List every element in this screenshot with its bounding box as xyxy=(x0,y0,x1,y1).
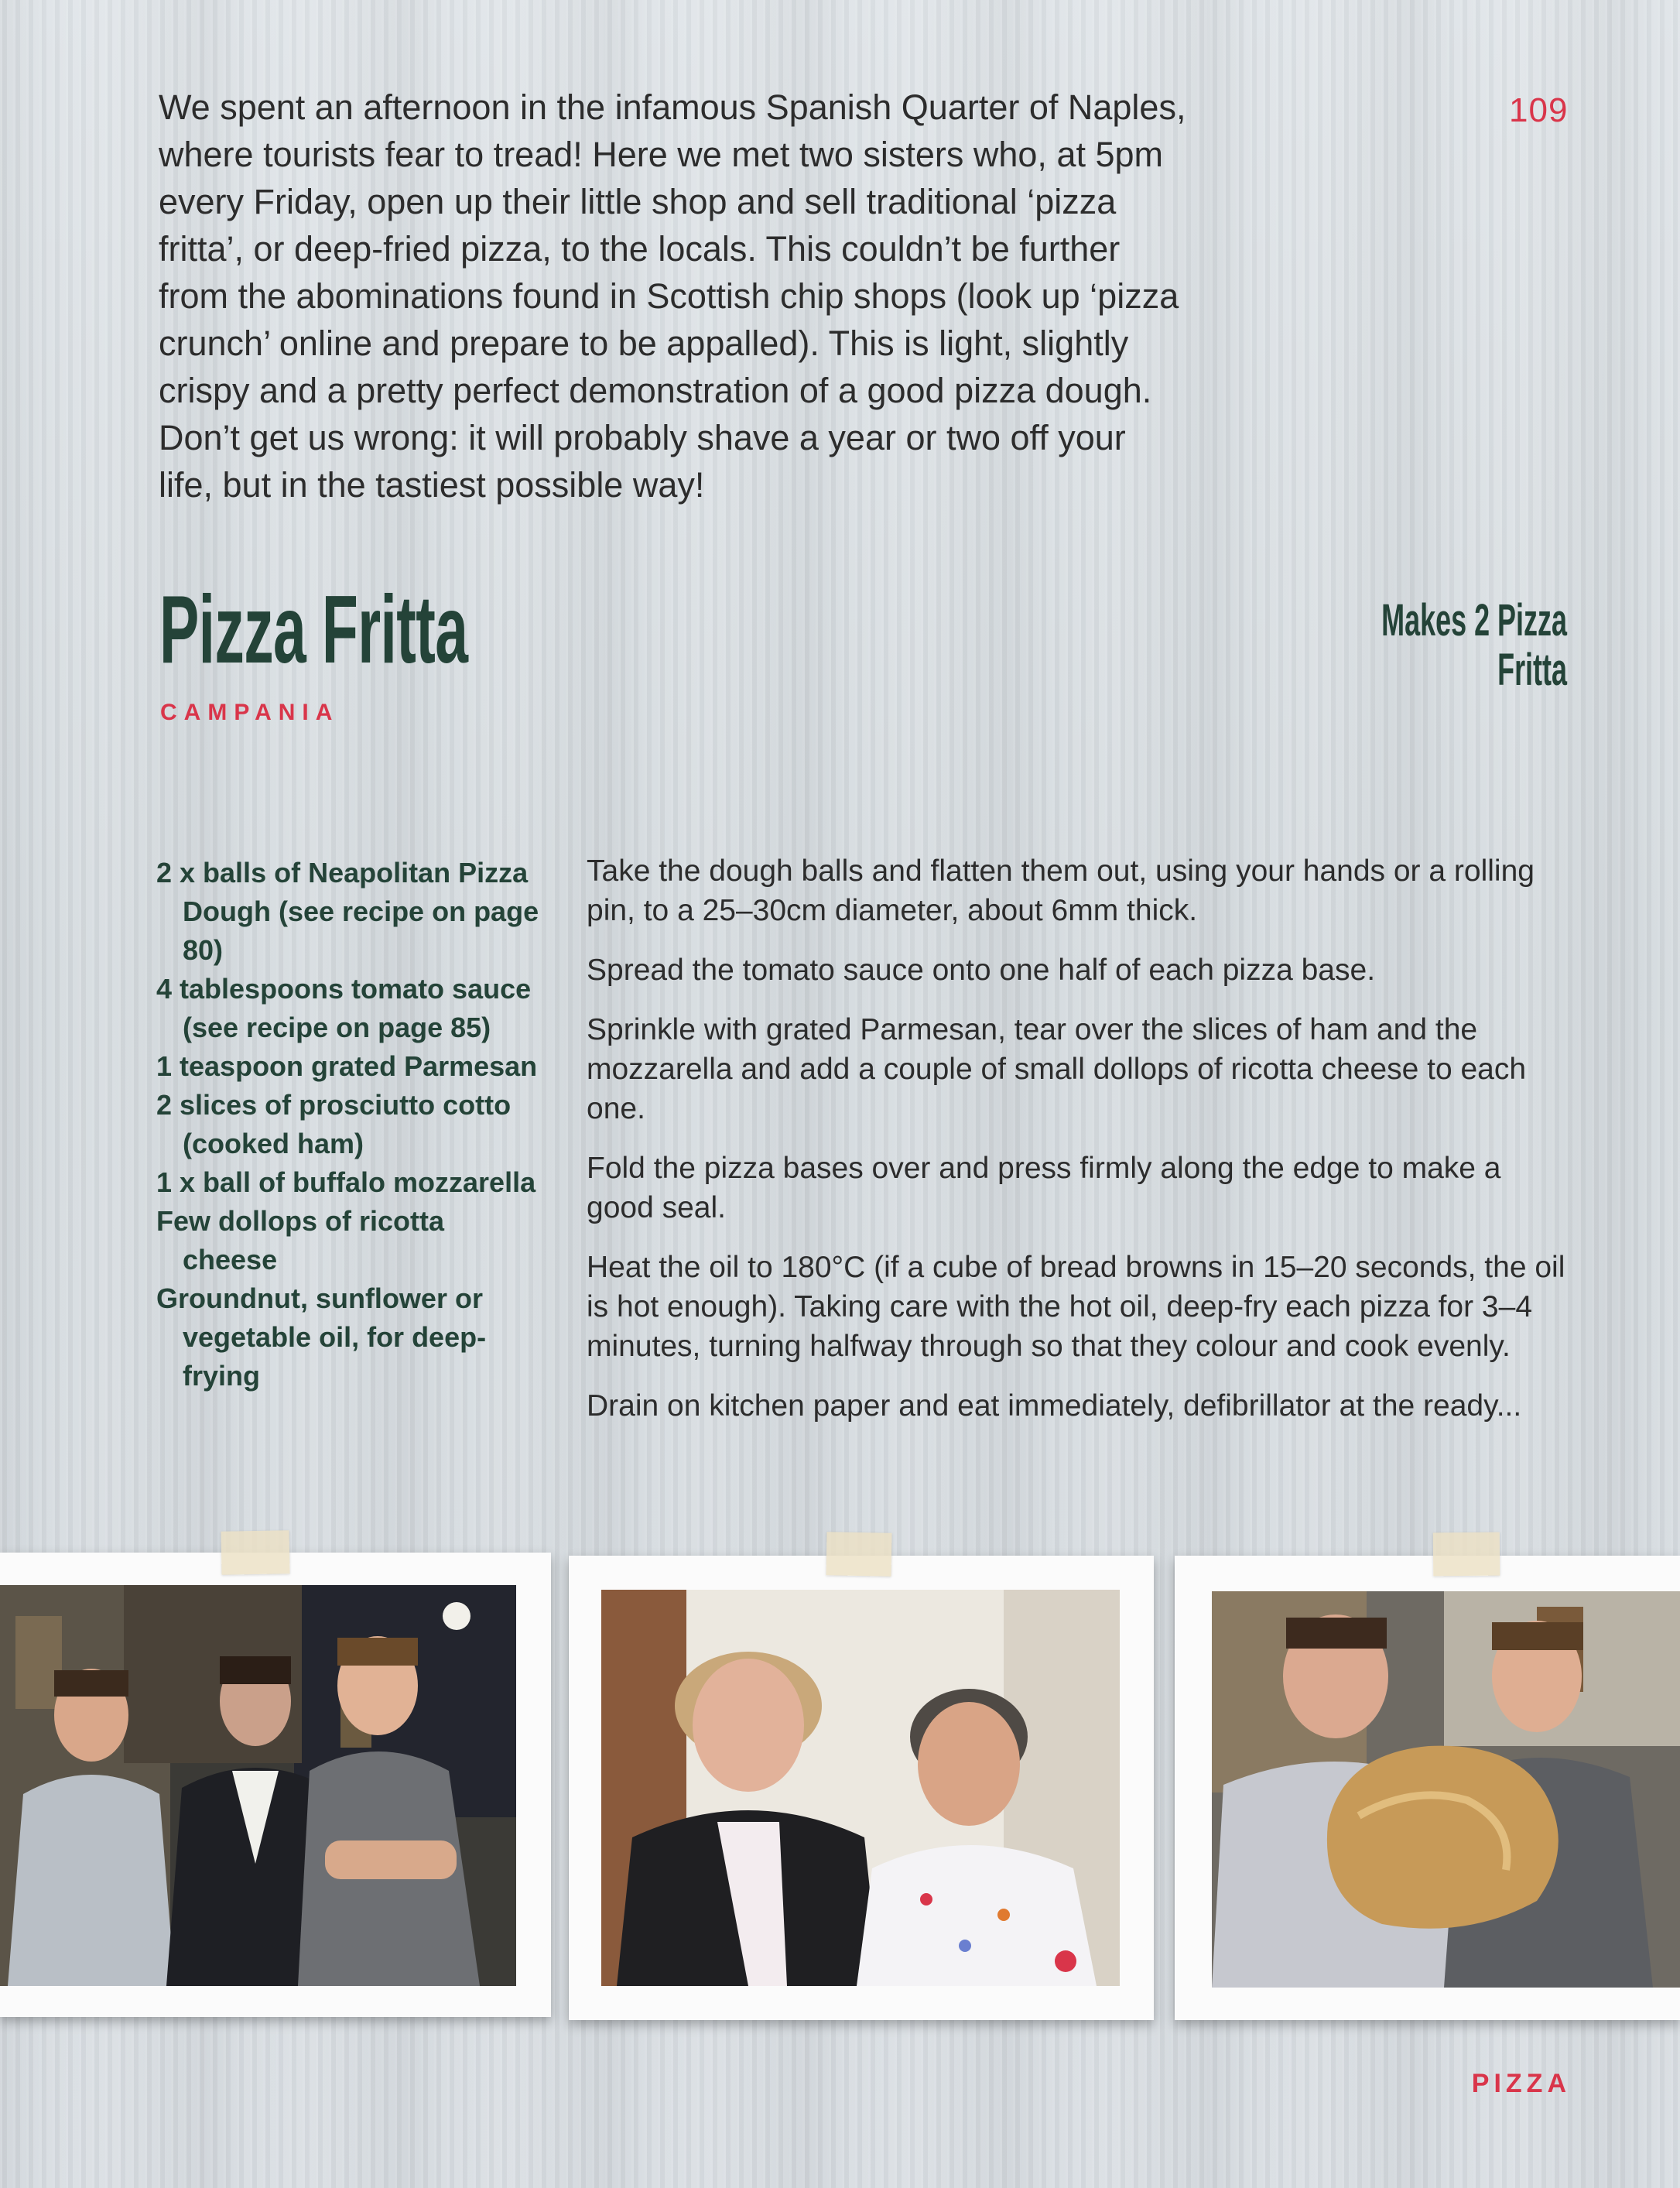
method-step: Spread the tomato sauce onto one half of each pizza base. xyxy=(587,954,1376,987)
ingredient-item: 2 x balls of Neapolitan Pizza Dough (see recipe on page 80) xyxy=(156,857,539,966)
method-step: Drain on kitchen paper and eat immediately, defibrillator at the ready... xyxy=(587,1389,1522,1423)
ingredient-item: Groundnut, sunflower or vegetable oil, for deep-frying xyxy=(156,1282,487,1392)
tape-strip xyxy=(221,1530,290,1575)
footer-section-label: PIZZA xyxy=(1471,2069,1571,2098)
recipe-title: Pizza Fritta xyxy=(159,577,468,683)
ingredient-item: 1 teaspoon grated Parmesan xyxy=(156,1050,538,1082)
ingredient-list xyxy=(156,854,543,1395)
method-step: Fold the pizza bases over and press firmly along the edge to make a good seal. xyxy=(587,1152,1501,1224)
tape-strip xyxy=(826,1532,892,1576)
ingredient-item: Few dollops of ricotta cheese xyxy=(156,1205,445,1275)
method-step: Take the dough balls and flatten them out, using your hands or a rolling pin, to a 25–30cm diameter, about 6mm thick. xyxy=(587,854,1535,927)
recipe-region: CAMPANIA xyxy=(160,700,340,725)
method-steps xyxy=(587,851,1569,1446)
ingredient-item: 4 tablespoons tomato sauce (see recipe on page 85) xyxy=(156,973,532,1043)
photo-two-sisters xyxy=(601,1590,1120,1986)
recipe-yield: Makes 2 Pizza Fritta xyxy=(1381,595,1567,695)
ingredient-item: 2 slices of prosciutto cotto (cooked ham) xyxy=(156,1089,512,1159)
photo-card-two-men xyxy=(1175,1556,1680,2020)
method-step: Heat the oil to 180°C (if a cube of bread browns in 15–20 seconds, the oil is hot enough). Taking care with the hot oil, deep-fry each pizza for 3–4 minutes, turning halfway through so that they colour and cook evenly. xyxy=(587,1251,1565,1363)
photo-three-men xyxy=(0,1585,516,1986)
intro-paragraph: We spent an afternoon in the infamous Spanish Quarter of Naples, where tourists fear to tread! Here we met two sisters who, at 5pm every Friday, open up their little shop and sell traditional ‘pizza fritta’, or deep-fried pizza, to the locals. This couldn’t be further from the abominations found in Scottish chip shops (look up ‘pizza crunch’ online and prepare to be appalled). This is light, slightly crispy and a pretty perfect demonstration of a good pizza dough. Don’t get us wrong: it will probably shave a year or two off your life, but in the tastiest possible way! xyxy=(159,87,1186,505)
photo-card-three-men xyxy=(0,1553,551,2017)
photo-two-men-bag xyxy=(1212,1591,1680,1988)
method-step: Sprinkle with grated Parmesan, tear over the slices of ham and the mozzarella and add a couple of small dollops of ricotta cheese to each one. xyxy=(587,1013,1527,1125)
ingredient-item: 1 x ball of buffalo mozzarella xyxy=(156,1166,536,1198)
photo-card-two-sisters xyxy=(569,1556,1154,2020)
page-number: 109 xyxy=(1509,91,1569,129)
tape-strip xyxy=(1433,1532,1500,1577)
